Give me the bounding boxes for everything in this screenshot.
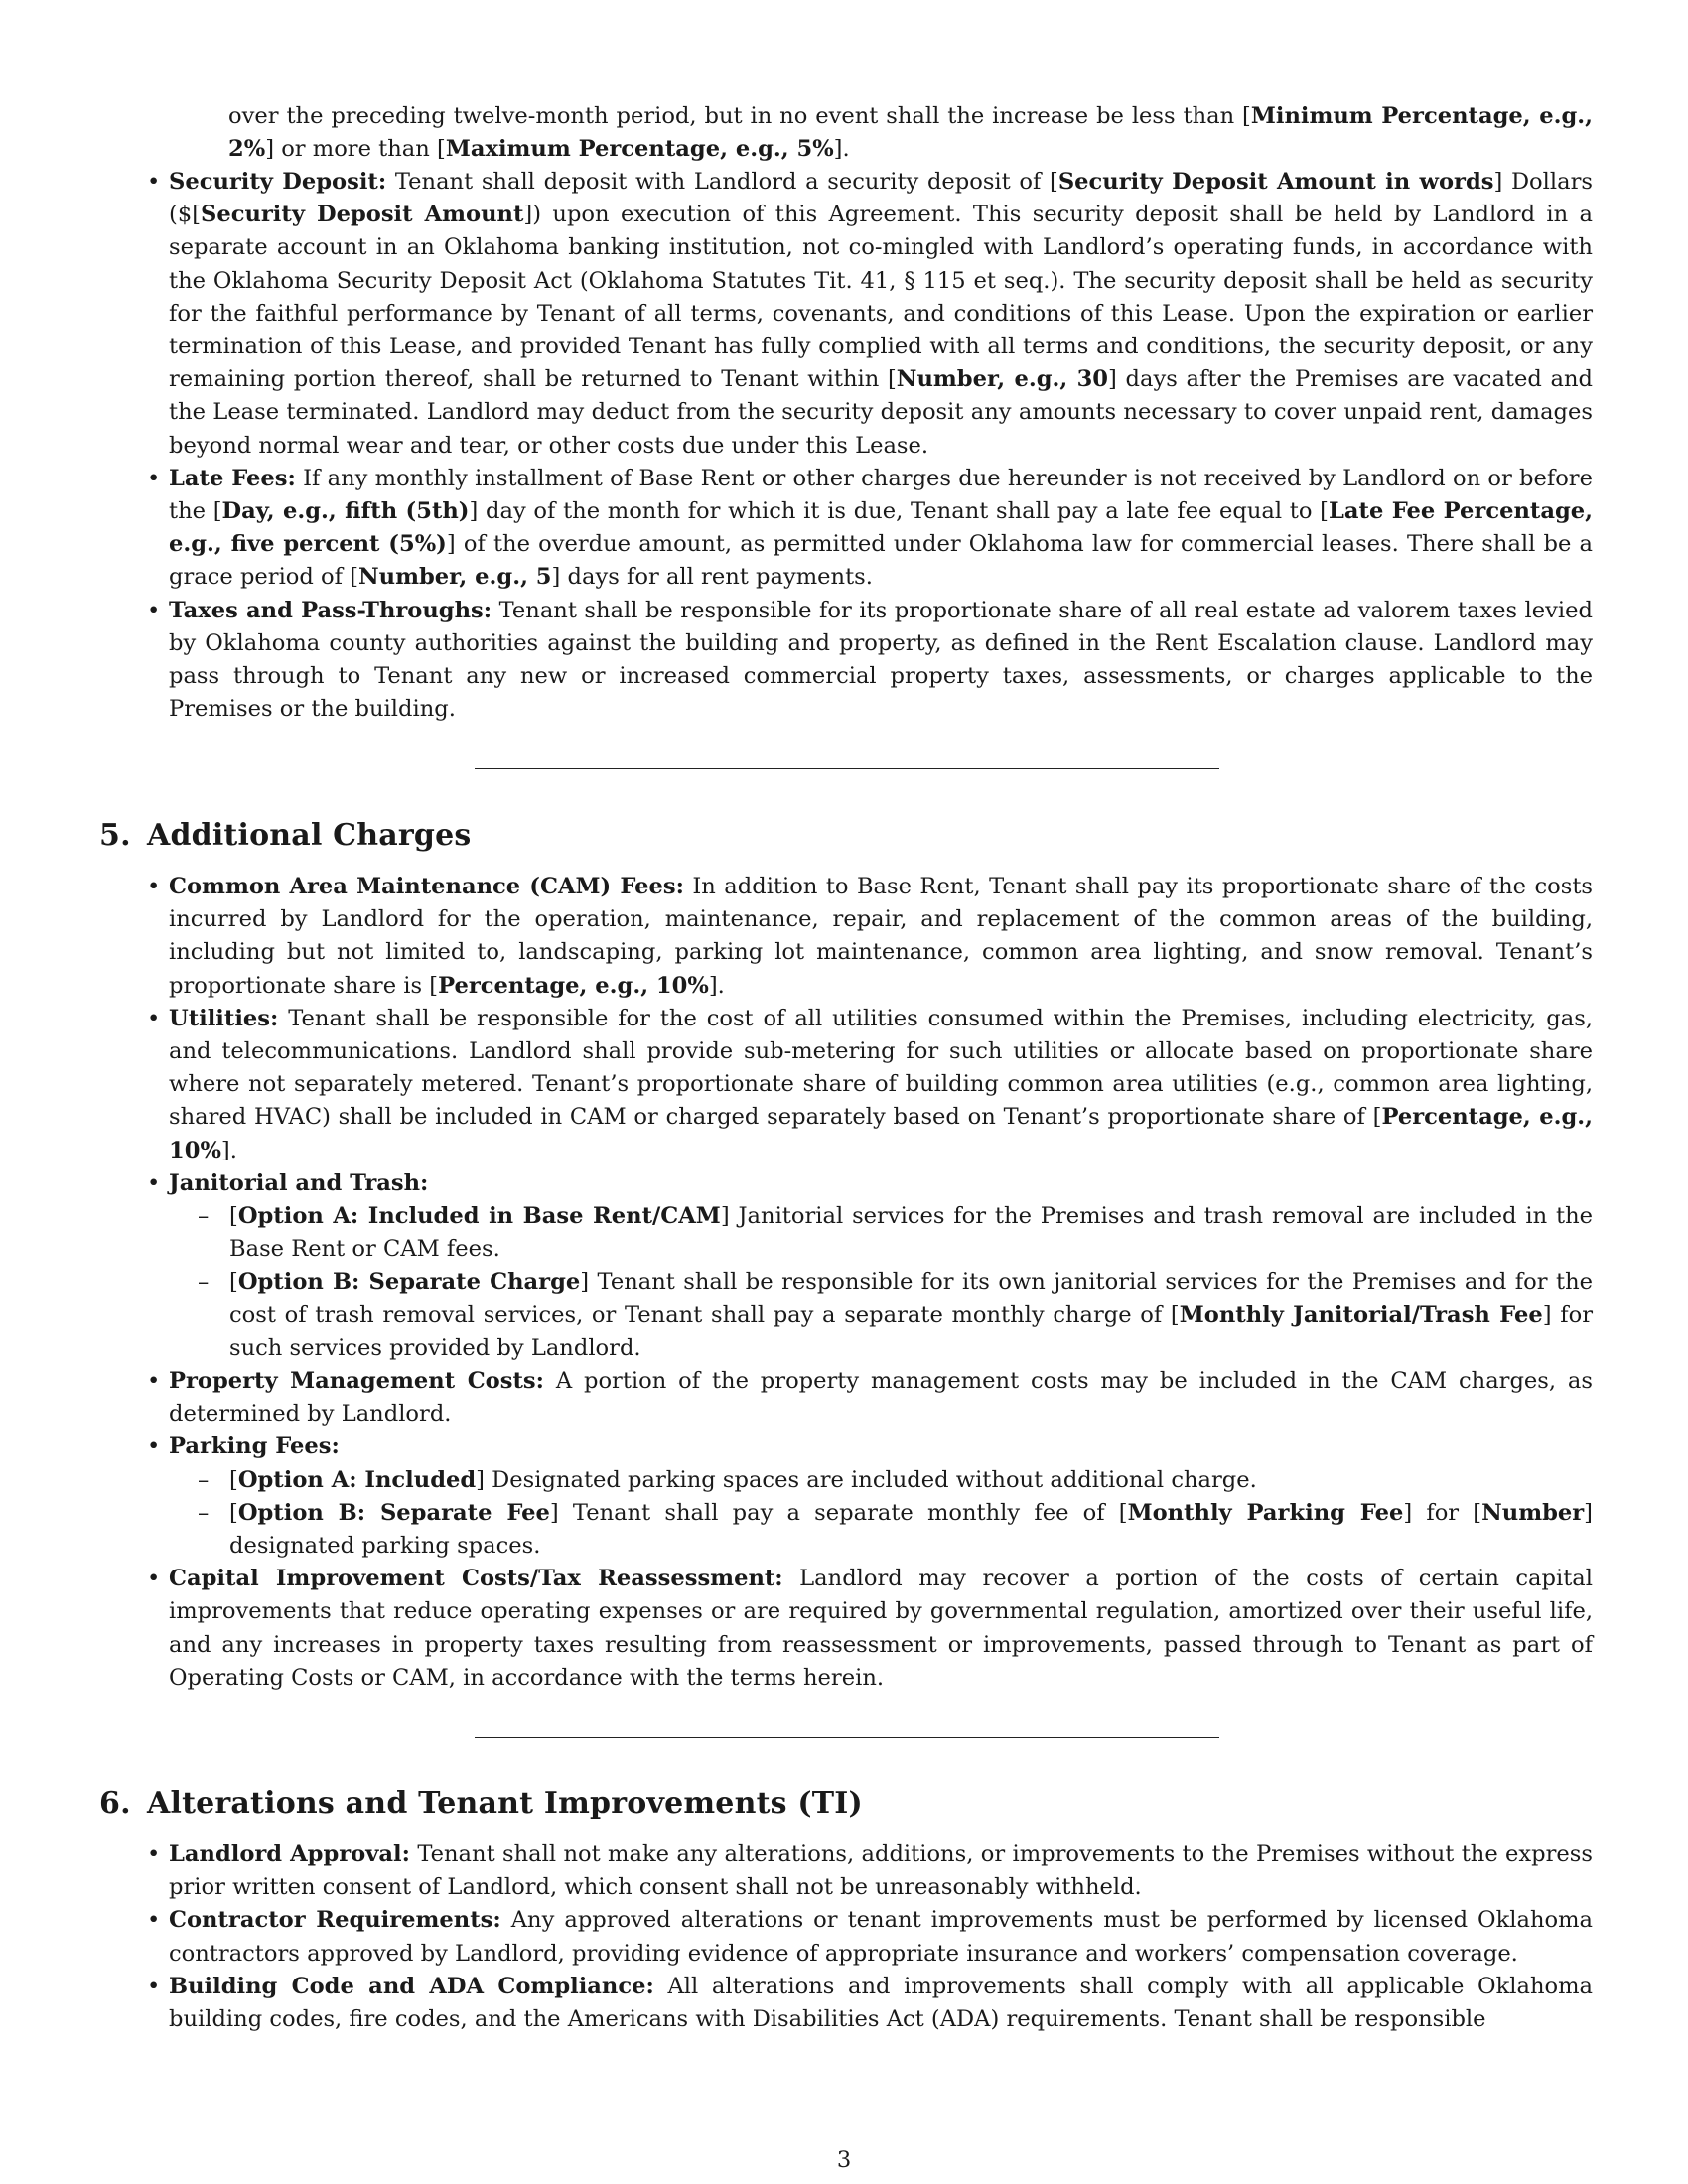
parking-option-a: – [Option A: Included] Designated parking spaces are included without additional charge. bbox=[169, 1464, 1593, 1497]
bullet-icon: • bbox=[147, 1169, 161, 1196]
security-deposit-item: • Security Deposit: Tenant shall deposit with Landlord a security deposit of [Security Deposit Amount in words] Dollars ($[Security Deposit Amount]) upon execution of this Agreement. This security deposit shall be held by Landlord in a separate account in an Oklahoma banking institution, not co-mingled with Landlord’s operating funds, in accordance with the Oklahoma Security Deposit Act (Oklahoma Statutes Tit. 41, § 115 et seq.). The security deposit shall be held as security for the faithful performance by Tenant of all terms, covenants, and conditions of this Lease. Upon the expiration or earlier termination of this Lease, and provided Tenant has fully complied with all terms and conditions, the security deposit, or any remaining portion thereof, shall be returned to Tenant within [Number, e.g., 30] days after the Premises are vacated and the Lease terminated. Landlord may deduct from the security deposit any amounts necessary to cover unpaid rent, damages beyond normal wear and tear, or other costs due under this Lease. bbox=[169, 166, 1593, 463]
section-6-heading: 6. Alterations and Tenant Improvements (TI) bbox=[99, 1786, 863, 1821]
section5-bullet-list bbox=[147, 871, 1594, 1695]
bullet-icon: • bbox=[147, 1433, 161, 1460]
late-fees-item: • Late Fees: If any monthly installment of Base Rent or other charges due hereunder is not received by Landlord on or before the [Day, e.g., fifth (5th)] day of the month for which it is due, Tenant shall pay a late fee equal to [Late Fee Percentage, e.g., five percent (5%)] of the overdue amount, as permitted under Oklahoma law for commercial leases. There shall be a grace period of [Number, e.g., 5] days for all rent payments. bbox=[169, 463, 1593, 595]
bullet-icon: • bbox=[147, 1368, 161, 1395]
dash-icon: – bbox=[198, 1466, 210, 1493]
contractor-requirements-item: • Contractor Requirements: Any approved alterations or tenant improvements must be performed by licensed Oklahoma contractors approved by Landlord, providing evidence of appropriate insurance and workers’ compensation coverage. bbox=[169, 1904, 1593, 1970]
bullet-icon: • bbox=[147, 1005, 161, 1031]
section4-bullet-list bbox=[147, 166, 1594, 726]
parking-fees-item: • Parking Fees: – [Option A: Included] Designated parking spaces are included without additional charge. – [Option B: Separate Fee] Tenant shall pay a separate monthly fee of [Monthly Parking Fee] for [Number] designated parking spaces. bbox=[169, 1431, 1593, 1563]
bullet-icon: • bbox=[147, 169, 161, 195]
bullet-icon: • bbox=[147, 874, 161, 899]
parking-option-b: – [Option B: Separate Fee] Tenant shall pay a separate monthly fee of [Monthly Parking Fee] for [Number] designated parking spaces. bbox=[169, 1497, 1593, 1563]
capital-improvement-item: • Capital Improvement Costs/Tax Reassessment: Landlord may recover a portion of the costs of certain capital improvements that reduce operating expenses or are required by governmental regulation, amortized over their useful life, and any increases in property taxes resulting from reassessment or improvements, passed through to Tenant as part of Operating Costs or CAM, in accordance with the terms herein. bbox=[169, 1563, 1593, 1695]
page-number: 3 bbox=[836, 2147, 852, 2173]
bullet-icon: • bbox=[147, 1907, 161, 1934]
bullet-icon: • bbox=[147, 465, 161, 491]
property-management-item: • Property Management Costs: A portion of the property management costs may be included in the CAM charges, as determined by Landlord. bbox=[169, 1365, 1593, 1431]
section-divider bbox=[475, 768, 1219, 769]
rent-escalation-continuation: over the preceding twelve-month period, but in no event shall the increase be less than [Minimum Percentage, e.g., 2%] or more than [Maximum Percentage, e.g., 5%]. bbox=[228, 103, 1593, 163]
section6-bullet-list bbox=[147, 1839, 1594, 2036]
bullet-icon: • bbox=[147, 1566, 161, 1592]
bullet-icon: • bbox=[147, 1973, 161, 1999]
bullet-icon: • bbox=[147, 597, 161, 623]
cam-fees-item: • Common Area Maintenance (CAM) Fees: In addition to Base Rent, Tenant shall pay its proportionate share of the costs incurred by Landlord for the operation, maintenance, repair, and replacement of the common areas of the building, including but not limited to, landscaping, parking lot maintenance, common area lighting, and snow removal. Tenant’s proportionate share is [Percentage, e.g., 10%]. bbox=[169, 871, 1593, 1003]
dash-icon: – bbox=[198, 1269, 210, 1296]
dash-icon: – bbox=[198, 1203, 210, 1230]
building-code-item: • Building Code and ADA Compliance: All alterations and improvements shall comply with all applicable Oklahoma building codes, fire codes, and the Americans with Disabilities Act (ADA) requirements. Tenant shall be responsible bbox=[169, 1971, 1593, 2036]
taxes-item: • Taxes and Pass-Throughs: Tenant shall be responsible for its proportionate share of all real estate ad valorem taxes levied by Oklahoma county authorities against the building and property, as defined in the Rent Escalation clause. Landlord may pass through to Tenant any new or increased commercial property taxes, assessments, or charges applicable to the Premises or the building. bbox=[169, 595, 1593, 727]
section-5-heading: 5. Additional Charges bbox=[99, 818, 472, 853]
section-divider bbox=[475, 1737, 1219, 1738]
janitorial-item: • Janitorial and Trash: – [Option A: Included in Base Rent/CAM] Janitorial services for the Premises and trash removal are included in the Base Rent or CAM fees. – [Option B: Separate Charge] Tenant shall be responsible for its own janitorial services for the Premises and for the cost of trash removal services, or Tenant shall pay a separate monthly charge of [Monthly Janitorial/Trash Fee] for such services provided by Landlord. bbox=[169, 1167, 1593, 1365]
landlord-approval-item: • Landlord Approval: Tenant shall not make any alterations, additions, or improvements to the Premises without the express prior written consent of Landlord, which consent shall not be unreasonably withheld. bbox=[169, 1839, 1593, 1904]
utilities-item: • Utilities: Tenant shall be responsible for the cost of all utilities consumed within the Premises, including electricity, gas, and telecommunications. Landlord shall provide sub-metering for such utilities or allocate based on proportionate share where not separately metered. Tenant’s proportionate share of building common area utilities (e.g., common area lighting, shared HVAC) shall be included in CAM or charged separately based on Tenant’s proportionate share of [Percentage, e.g., 10%]. bbox=[169, 1003, 1593, 1167]
janitorial-option-a: – [Option A: Included in Base Rent/CAM] Janitorial services for the Premises and trash removal are included in the Base Rent or CAM fees. bbox=[169, 1200, 1593, 1266]
janitorial-option-b: – [Option B: Separate Charge] Tenant shall be responsible for its own janitorial services for the Premises and for the cost of trash removal services, or Tenant shall pay a separate monthly charge of [Monthly Janitorial/Trash Fee] for such services provided by Landlord. bbox=[169, 1266, 1593, 1365]
dash-icon: – bbox=[198, 1499, 210, 1526]
bullet-icon: • bbox=[147, 1842, 161, 1867]
